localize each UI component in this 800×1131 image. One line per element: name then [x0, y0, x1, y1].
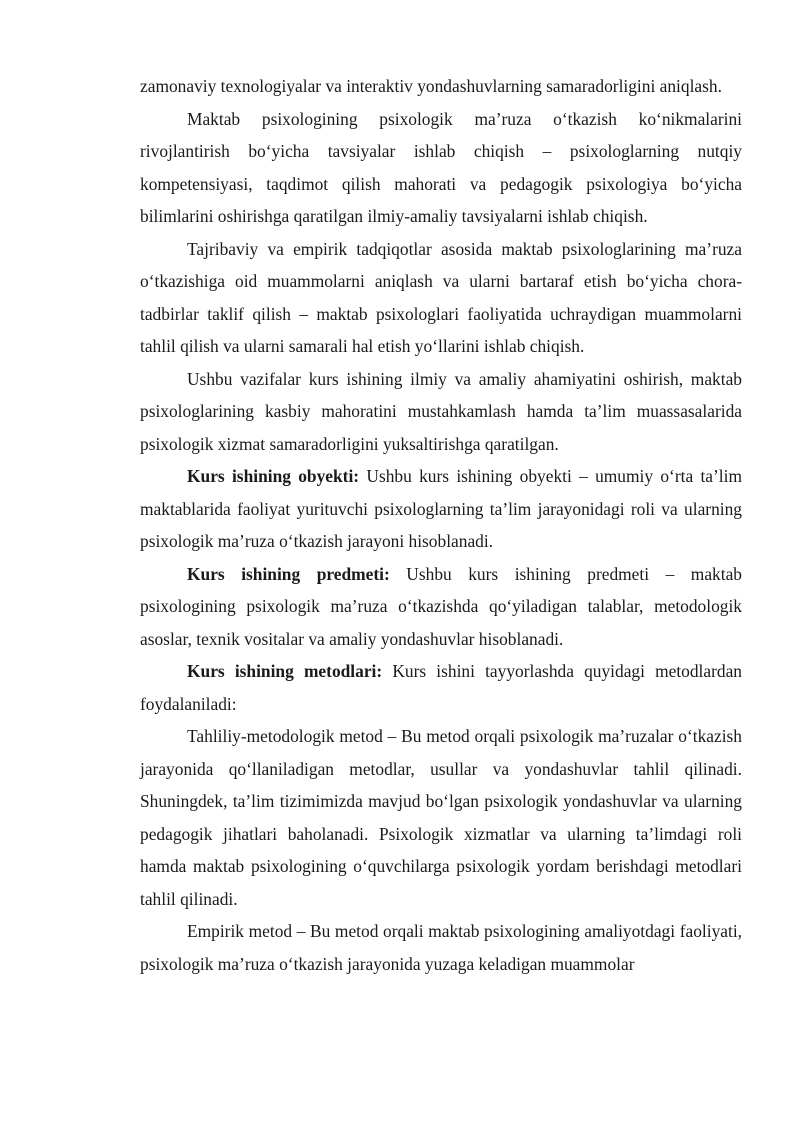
empirical-method-text: Empirik metod – Bu metod orqali maktab psixologining amaliyotdagi faoliyati, psixologik ma’ruza o‘tkazish jarayonida yuzaga keladigan muammolar: [140, 921, 742, 974]
paragraph-subject: [140, 558, 742, 656]
paragraph-3-text: Tajribaviy va empirik tadqiqotlar asosida maktab psixologlarining ma’ruza o‘tkazishiga oid muammolarni aniqlash va ularni bartaraf etish bo‘yicha chora-tadbirlar taklif qilish – maktab psixologlari faoliyatida uchraydigan muammolarni tahlil qilish va ularni samarali hal etish yo‘llarini ishlab chiqish.: [140, 238, 742, 356]
paragraph-3: [140, 233, 742, 363]
object-text: Ushbu kurs ishining obyekti – umumiy o‘rta ta’lim maktablarida faoliyat yurituvchi psixologlarning ta’lim jarayonidagi roli va ularning psixologik ma’ruza o‘tkazish jarayoni hisoblanadi.: [140, 466, 742, 551]
methods-text: Kurs ishini tayyorlashda quyidagi metodlardan foydalaniladi:: [140, 661, 742, 714]
paragraph-analytical-method: [140, 720, 742, 915]
analytical-method-text: Tahliliy-metodologik metod – Bu metod orqali psixologik ma’ruzalar o‘tkazish jarayonida qo‘llaniladigan metodlar, usullar va yondashuvlar tahlil qilinadi. Shuningdek, ta’lim tizimimizda mavjud bo‘lgan psixologik yondashuvlar va ularning pedagogik jihatlari baholanadi. Psixologik xizmatlar va ularning ta’limdagi roli hamda maktab psixologining o‘quvchilarga psixologik yordam berishdagi metodlari tahlil qilinadi.: [140, 726, 742, 909]
subject-text: Ushbu kurs ishining predmeti – maktab psixologining psixologik ma’ruza o‘tkazishda qo‘yiladigan talablar, metodologik asoslar, texnik vositalar va amaliy yondashuvlar hisoblanadi.: [140, 563, 742, 649]
paragraph-1: [140, 70, 742, 103]
paragraph-methods: [140, 655, 742, 720]
paragraph-2: [140, 103, 742, 233]
object-heading: Kurs ishining obyekti:: [187, 466, 360, 486]
paragraph-empirical-method: [140, 915, 742, 980]
paragraph-4: [140, 363, 742, 461]
paragraph-2-text: Maktab psixologining psixologik ma’ruza o‘tkazish ko‘nikmalarini rivojlantirish bo‘yicha tavsiyalar ishlab chiqish – psixologlarning nutqiy kompetensiyasi, taqdimot qilish mahorati va pedagogik psixologiya bo‘yicha bilimlarini oshirishga qaratilgan ilmiy-amaliy tavsiyalarni ishlab chiqish.: [140, 108, 742, 226]
paragraph-4-text: Ushbu vazifalar kurs ishining ilmiy va amaliy ahamiyatini oshirish, maktab psixologlarining kasbiy mahoratini mustahkamlash hamda ta’lim muassasalarida psixologik xizmat samaradorligini yuksaltirishga qaratilgan.: [140, 368, 742, 454]
paragraph-object: [140, 460, 742, 558]
paragraph-1-text: zamonaviy texnologiyalar va interaktiv yondashuvlarning samaradorligini aniqlash.: [140, 76, 722, 96]
subject-heading: Kurs ishining predmeti:: [187, 563, 390, 584]
document-page: [140, 70, 742, 980]
methods-heading: Kurs ishining metodlari:: [187, 661, 383, 681]
